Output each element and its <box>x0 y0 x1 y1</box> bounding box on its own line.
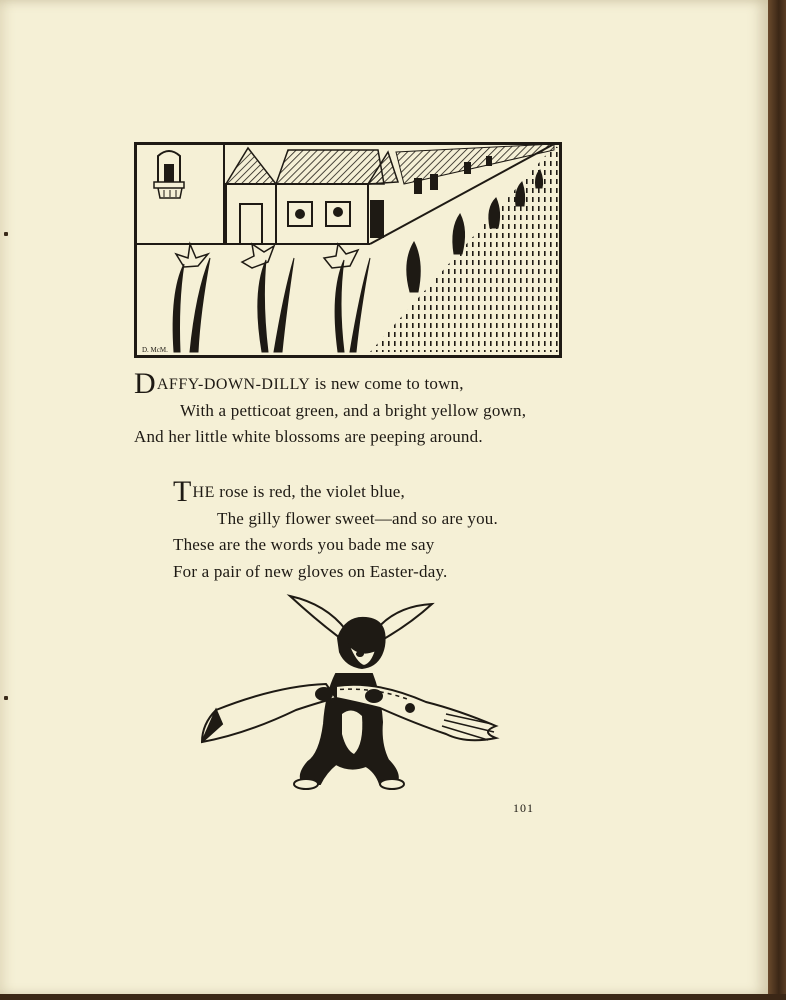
verse-line: These are the words you bade me say <box>173 535 435 554</box>
book-binding <box>768 0 786 1000</box>
line-text: is new come to town, <box>310 374 464 393</box>
small-caps-text: AFFY-DOWN-DILLY <box>156 376 311 393</box>
page-number: 101 <box>513 801 534 815</box>
verse-line: The gilly flower sweet—and so are you. <box>217 508 498 528</box>
verse-line: With a petticoat green, and a bright yellow gown, <box>180 400 527 420</box>
margin-mark <box>4 696 8 700</box>
artist-signature: D. McM. <box>142 346 168 354</box>
verse-line <box>173 475 498 508</box>
verse-line: For a pair of new gloves on Easter-day. <box>173 561 448 581</box>
small-caps-text: HE <box>192 484 215 501</box>
verse-line <box>134 367 526 400</box>
page-bottom-edge <box>0 994 786 1000</box>
margin-mark <box>4 232 8 236</box>
verse-daffy-down-dilly <box>134 367 527 451</box>
daffodil-street-illustration <box>134 142 562 358</box>
drop-cap: T <box>173 475 192 508</box>
verse-rose-is-red <box>173 475 498 585</box>
drop-cap: D <box>134 367 156 400</box>
verse-line: And her little white blossoms are peeping around. <box>134 427 483 446</box>
line-text: rose is red, the violet blue, <box>214 482 405 501</box>
rabbit-with-gloves-illustration <box>196 594 504 794</box>
